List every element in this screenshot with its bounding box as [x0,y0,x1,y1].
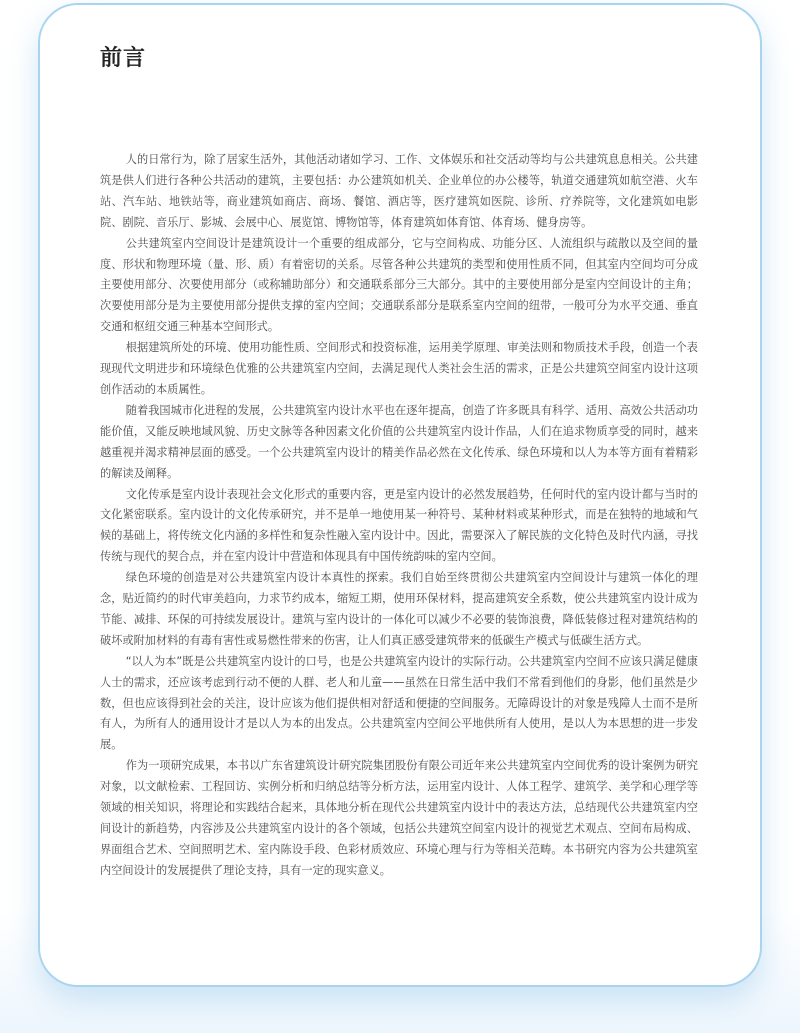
paragraph-green-environment: 绿色环境的创造是对公共建筑室内设计本真性的探索。我们自始至终贯彻公共建筑室内空间设计与建筑一体化的理念，贴近简约的时代审美趋向，力求节约成本，缩短工期，使用环保材料，提高建筑安全系数，使公共建筑室内设计成为节能、减排、环保的可持续发展设计。建筑与室内设计的一体化可以减少不必要的装饰浪费，降低装修过程对建筑结构的破坏或附加材料的有毒有害性或易燃性带来的伤害，让人们真正感受建筑带来的低碳生产模式与低碳生活方式。 [100,571,698,647]
paragraph-design-essence: 根据建筑所处的环境、使用功能性质、空间形式和投资标准，运用美学原理、审美法则和物质技术手段，创造一个表现现代文明进步和环境绿色优雅的公共建筑室内空间，去满足现代人类社会生活的需求，正是公共建筑空间室内设计这项创作活动的本质属性。 [100,341,698,396]
paragraph-cultural-heritage: 文化传承是室内设计表现社会文化形式的重要内容，更是室内设计的必然发展趋势，任何时代的室内设计都与当时的文化紧密联系。室内设计的文化传承研究，并不是单一地使用某一种符号、某种材料或某种形式，而是在独特的地域和气候的基础上，将传统文化内涵的多样性和复杂性融入室内设计中。因此，需要深入了解民族的文化特色及时代内涵，寻找传统与现代的契合点，并在室内设计中营造和体现具有中国传统韵味的室内空间。 [100,487,698,564]
paragraph-urbanization: 随着我国城市化进程的发展，公共建筑室内设计水平也在逐年提高，创造了许多既具有科学、适用、高效公共活动功能价值，又能反映地域风貌、历史文脉等各种因素文化价值的公共建筑室内设计作品，人们在追求物质享受的同时，越来越重视并渴求精神层面的感受。一个公共建筑室内设计的精美作品必然在文化传承、绿色环境和以人为本等方面有着精彩的解读及阐释。 [100,403,698,480]
paragraph-people-oriented: “以人为本”既是公共建筑室内设计的口号，也是公共建筑室内设计的实际行动。公共建筑室内空间不应该只满足健康人士的需求，还应该考虑到行动不便的人群、老人和儿童——虽然在日常生活中我们不常看到他们的身影，他们虽然是少数，但也应该得到社会的关注，设计应该为他们提供相对舒适和便捷的空间服务。无障碍设计的对象是残障人士而不是所有人，为所有人的通用设计才是以人为本的出发点。公共建筑室内空间公平地供所有人使用，是以人为本思想的进一步发展。 [100,654,698,752]
page-title: 前言 [100,46,147,71]
preface-body [100,150,698,882]
paragraph-daily-life: 人的日常行为，除了居家生活外，其他活动诸如学习、工作、文体娱乐和社交活动等均与公共建筑息息相关。公共建筑是供人们进行各种公共活动的建筑，主要包括：办公建筑如机关、企业单位的办公楼等，轨道交通建筑如航空港、火车站、汽车站、地铁站等，商业建筑如商店、商场、餐馆、酒店等，医疗建筑如医院、诊所、疗养院等，文化建筑如电影院、剧院、音乐厅、影城、会展中心、展览馆、博物馆等，体育建筑如体育馆、体育场、健身房等。 [100,153,698,229]
paragraph-research-summary: 作为一项研究成果，本书以广东省建筑设计研究院集团股份有限公司近年来公共建筑室内空间优秀的设计案例为研究对象，以文献检索、工程回访、实例分析和归纳总结等分析方法，运用室内设计、人体工程学、建筑学、美学和心理学等领域的相关知识，将理论和实践结合起来，具体地分析在现代公共建筑室内设计中的表达方法，总结现代公共建筑室内空间设计的新趋势，内容涉及公共建筑室内设计的各个领域，包括公共建筑空间室内设计的视觉艺术观点、空间布局构成、界面组合艺术、空间照明艺术、室内陈设手段、色彩材质效应、环境心理与行为等相关范畴。本书研究内容为公共建筑室内空间设计的发展提供了理论支持，具有一定的现实意义。 [100,759,698,877]
paragraph-interior-space: 公共建筑室内空间设计是建筑设计一个重要的组成部分，它与空间构成、功能分区、人流组织与疏散以及空间的量度、形状和物理环境（量、形、质）有着密切的关系。尽管各种公共建筑的类型和使用性质不同，但其室内空间均可分成主要使用部分、次要使用部分（或称辅助部分）和交通联系部分三大部分。其中的主要使用部分是室内空间设计的主角；次要使用部分是为主要使用部分提供支撑的室内空间；交通联系部分是联系室内空间的纽带，一般可分为水平交通、垂直交通和枢纽交通三种基本空间形式。 [100,236,698,334]
